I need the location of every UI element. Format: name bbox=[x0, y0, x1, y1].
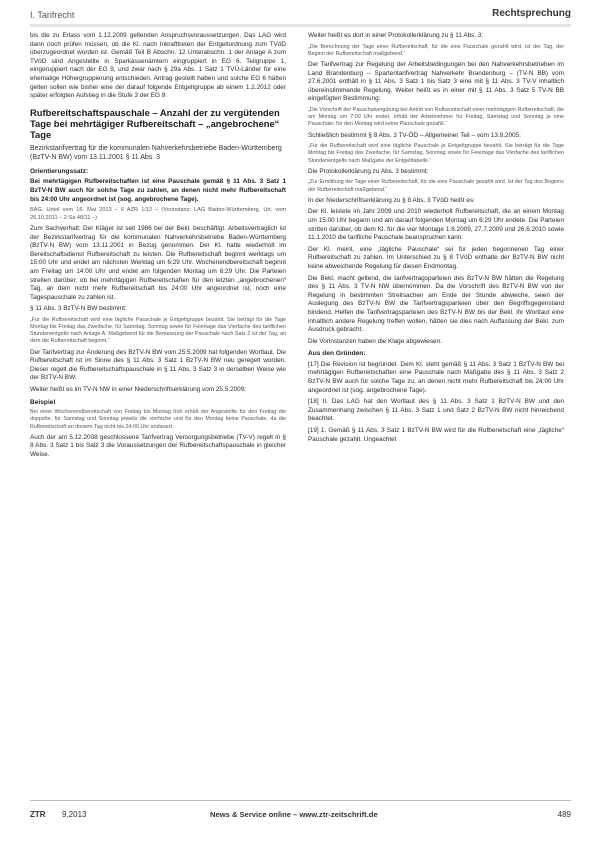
paragraph: [18] II. Das LAG hat den Wortlaut des § 11 Abs. 3 Satz 1 BzTV-N BW und den Zusammenhang zwischen § 11 Abs. 3 Satz 1 und Satz 2 BzTV-N BW nicht hinreichend beachtet. bbox=[308, 398, 564, 423]
paragraph: Der Kl. leistete im Jahr 2009 und 2010 wiederholt Rufbereitschaft, die an einem Montag um 15:00 Uhr begann und am darauf folgenden Montag um 6:29 Uhr endete. Die Parteien stritten darüber, ob dem Kl. für die vier Montage 1.6.2009, 27.7.2009 und 26.6.2010 sowie 11.1.2010 die tarifliche Pauschale beanspruchen kann. bbox=[308, 208, 564, 242]
quote: „Für die Rufbereitschaft wird eine tägliche Pauschale je Entgeltgruppe bezahlt. Sie beträgt für die Tage Montag bis Freitag das Zweifache, für Samstag, Sonntag sowie für Feiertage das Vierfache des tariflichen Stundenentgelts nach Anlage A. Maßgebend für die Bemessung der Pauschale nach Satz 2 ist der Tag, an dem die Rufbereitschaft beginnt.“ bbox=[30, 316, 286, 345]
section-label: I. Tarifrecht bbox=[30, 10, 75, 20]
paragraph: Schließlich bestimmt § 8 Abs. 3 TV-ÖD – Allgemeiner Teil – vom 13.9.2005: bbox=[308, 131, 521, 139]
quote: „Die Berechnung der Tage einer Rufbereitschaft, für die eine Pauschale gezahlt wird, ist der Tag, der Beginn der Rufbereitschaft maßgebend.“ bbox=[308, 43, 564, 57]
page-number: 489 bbox=[557, 810, 571, 819]
paragraph: [19] 1. Gemäß § 11 Abs. 3 Satz 1 BzTV-N BW wird für die Rufbereitschaft eine „tägliche“ Pauschale gezahlt. Ungeachtet bbox=[308, 427, 564, 443]
category-label: Rechtsprechung bbox=[492, 8, 571, 19]
journal-website: News & Service online – www.ztr-zeitschrift.de bbox=[210, 810, 378, 819]
example-heading: Beispiel bbox=[30, 398, 56, 406]
example-text: Bei einer Wochenendbereitschaft von Freitag bis Montag früh erhält der Angestellte für den Freitag die doppelte, für Samstag und Sonntag jeweils die vierfache und für den Montag keine Pauschale, da die Rufbereitschaft an diesem Tag nicht bis 24:00 Uhr andauert. bbox=[30, 409, 286, 430]
orientation-text: Bei mehrtägigen Rufbereitschaften ist eine Pauschale gemäß § 11 Abs. 3 Satz 1 BzTV-N BW auch für solche Tage zu zahlen, an denen nicht mehr Rufbereitschaft bis 24:00 Uhr angeordnet ist (sog. angebrochene Tage). bbox=[30, 178, 286, 203]
paragraph: § 11 Abs. 3 BzTV-N BW bestimmt: bbox=[30, 305, 127, 313]
right-column bbox=[308, 32, 564, 797]
paragraph: Der Kl. meint, eine „tägliche Pauschale“ sei für jeden begonnenen Tag einer Rufbereitschaft zu zahlen. Im Unterschied zu § 8 TVöD enthalte der BzTV-N BW nicht keine abweichende Regelung für diesen Endmontag. bbox=[308, 245, 564, 270]
paragraph: bis die zu Erlass vom 1.12.2009 geltenden Anspruchsvoraussetzungen. Das LAG wird dann noch prüfen müssen, ob die Kl. nach Inkrafttreten der Entgeltordnung zum TVöD überzugeordnet worden ist. Gemäß Teil B Abschn. 12 Unterabschn. 1 der Anlage A zum TVöD sind Angestellte in Sparkassenämtern eingruppiert in EG 6. Teilgruppe 1, eingeruppiert nach der EG 9, und zwar nach § 29a Abs. 1 Satz 1 TVÜ-Länder für eine ehemalige Höhergruppierung entschieden. Antrag gestellt haben und solche EG 6 hätten gelten sollen wie bisher eine der darauf folgende Entgeltgruppe ab einem 1.2.2012 oder später erfolgten Aufstieg in die Stufe 3 der EG 9. bbox=[30, 32, 286, 100]
body-columns bbox=[30, 32, 571, 797]
page-footer bbox=[0, 800, 591, 844]
journal-brand: ZTR bbox=[30, 810, 46, 819]
article-subtitle: Bezirkstarifvertrag für die kommunalen Nahverkehrsbetriebe Baden-Württemberg (BzTV-N BW) vom 13.11.2001 § 11 Abs. 3 bbox=[30, 144, 282, 161]
paragraph: Weiter heißt es im TV-N NW in einer Niederschriftserklärung vom 25.5.2009: bbox=[30, 386, 247, 394]
orientation-heading: Orientierungssatz: bbox=[30, 167, 89, 175]
paragraph: Weiter heißt es dort in einer Protokollerklärung zu § 11 Abs. 3: bbox=[308, 32, 484, 39]
paragraph: [17] Die Revision ist begründet. Dem Kl. steht gemäß § 11 Abs. 3 Satz 1 BzTV-N BW bei mehrtägigen Rufbereitschaften eine Pauschale nach Maßgabe des § 11 Abs. 3 Satz 2 BzTV-N BW auch für solche Tage zu, an denen nicht mehr Rufbereitschaft bis 24:00 Uhr angeordnet ist (sog. angebrochene Tage). bbox=[308, 360, 564, 394]
paragraph: Die Bekl. macht geltend, die tarifvertragsparteien des BzTV-N BW hätten die Regelung des § 11 Abs. 3 TV-N NW übernommen. Da die Vorschrift des BzTV-N BW von der Regelung in bestimmten Streitsachen am Ende der Stunde abweiche, seien der Auslegung des BzTV-N BW die Tarifvertragsparteien über den Begriffsgegenstand bindend. Helfen die Tarifvertragsparteien des BzTV-N BW bis der Bekl. ihr Wortlaut eine inhaltlich andere Regelung treffen wollen, hätten sie dies nach Auffassung der Bekl. zum Ausdruck gebracht. bbox=[308, 274, 564, 334]
left-column bbox=[30, 32, 286, 797]
journal-issue: 9.2013 bbox=[62, 810, 87, 819]
paragraph: Der Tarifvertrag zur Änderung des BzTV-N BW vom 25.5.2009 hat folgenden Wortlaut. Die Rufbereitschaft ist im Sinne des § 11 Abs. 3 Satz 1 BzTV-N BW neu geregelt worden. Dieser regelt die Rufbereitschaftspauschale in § 11 Abs. 3 Satz 3 in derselben Weise wie der BzTV-N BW. bbox=[30, 348, 286, 382]
paragraph: Auch der am 5.12.2008 geschlossene Tarifvertrag Versorgungsbetriebe (TV-V) regelt in § 8 Abs. 3 Satz 1 bis Satz 3 die Voraussetzungen der Rufbereitschaftspauschale in gleicher Weise. bbox=[30, 433, 286, 459]
facts-paragraph: Zum Sachverhalt: Der Kläger ist seit 1986 bei der Bekl. beschäftigt. Arbeitsvertraglich ist der Bezirkstarifvertrag für die kommunalen Nahverkehrsbetriebe Baden-Württemberg (BzTV-N BW) vom 13.11.2001 in Bezug genommen. Der Kl. hatte wiederholt im Bereitschaftsdienst Rufbereitschaft zu leisten. Die Rufbereitschaft beginnt werktags um 15:00 Uhr und endet am nächsten Werktag um 6:29 Uhr. Wochenendbereitschaft beginnt am Freitag um 14:00 Uhr und endet am folgenden Montag um 6:29 Uhr. Die Parteien streiten darüber, ob bei mehrtägigen Rufbereitschaften für den letzten „angebrochenen“ Tag, an dem nicht mehr Rufbereitschaft bis 24:00 Uhr angeordnet ist, noch eine Tagespauschale zu zahlen ist. bbox=[30, 224, 286, 301]
quote: „Die Vorschrift der Pauschalvergütung bei Antritt von Rufbereitschaft einer mehrtägigen Rufbereitschaft, die am Montag um 7:00 Uhr endet, erhält der Arbeitnehmer für Freitag, Samstag und Sonntag je eine Pauschale; für den Montag wird keine Pauschale gezahlt.“ bbox=[308, 106, 564, 128]
quote: „Für die Rufbereitschaft wird eine tägliche Pauschale je Entgeltgruppe bezahlt. Sie beträgt für die Tage Montag bis Freitag das Zweifache, für Samstag, Sonntag sowie für Feiertage das Vierfache des tariflichen Stundenentgelts nach Maßgabe der Entgelttabelle.“ bbox=[308, 143, 564, 164]
reasons-heading: Aus den Gründen: bbox=[308, 350, 366, 358]
article-title: Rufbereitschaftspauschale – Anzahl der zu vergütenden Tage bei mehrtägiger Rufbereitschaft – „angebrochene“ Tage bbox=[30, 106, 280, 140]
quote: „Zur Ermittlung der Tage einer Rufbereitschaft, für die eine Pauschale gezahlt wird, ist der Tag des Beginns der Rufbereitschaft maßgebend.“ bbox=[308, 179, 564, 193]
paragraph: Die Vorinstanzen haben die Klage abgewiesen. bbox=[308, 337, 442, 345]
paragraph: Die Protokollerklärung zu Abs. 3 bestimmt: bbox=[308, 167, 429, 175]
paragraph: In der Niederschriftserklärung zu § 8 Abs. 3 TVöD heißt es: bbox=[308, 196, 475, 204]
footer-rule bbox=[30, 800, 571, 801]
paragraph: Der Tarifvertrag zur Regelung der Arbeitsbedingungen bei den Nahverkehrsbetrieben im Land Brandenburg – Spartentarifvertrag Nahverkehr Brandenburg – (TV-N BB) vom 27.6.2001 enthält in § 11 Abs. 3 Satz 1 bis Satz 3 eine mit § 11 Abs. 3 TV-V inhaltlich übereinstimmende Regelung. Weiter heißt es in einer mit § 11 Abs. 3 Satz 5 TV-N BB eingefügten Bestimmung: bbox=[308, 61, 564, 103]
header-rule bbox=[30, 24, 571, 27]
court-citation: BAG, Urteil vom 16. Mai 2013 – 6 AZR 1/12 – (Vorinstanz: LAG Baden-Württemberg, Urt. vom 26.10.2011 – 2 Sa 48/11 –) bbox=[30, 207, 286, 221]
